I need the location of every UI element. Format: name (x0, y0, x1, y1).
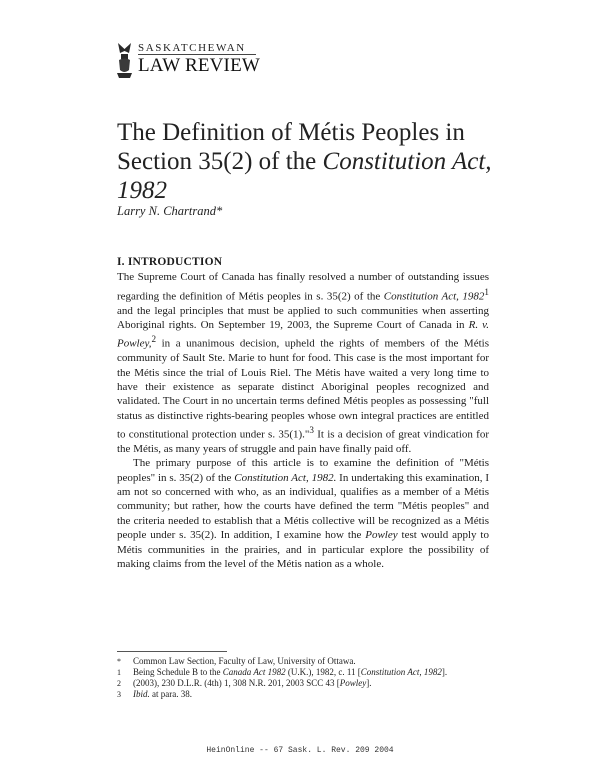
p1-act: Constitution Act, 1982 (383, 290, 485, 303)
p2-text-1: The primary purpose of this article is to examine the definition of "Métis peoples" in s. 35(2) of the (117, 457, 489, 484)
footnote-1 (117, 667, 489, 678)
footnote-text (133, 689, 489, 700)
author-name: Larry N. Chartrand* (117, 204, 223, 218)
title-act: Constitution Act, 1982 (117, 148, 492, 204)
footnote-text (133, 667, 489, 678)
fn2-pre: (2003), 230 D.L.R. (4th) 1, 308 N.R. 201, 2003 SCC 43 [ (133, 678, 340, 688)
fn3-italic: Ibid. (133, 689, 150, 699)
fn3-post: at para. 38. (149, 689, 192, 699)
footnote-mark: 1 (117, 668, 121, 677)
footnotes (117, 656, 489, 700)
p1-text-4: It is a decision of great vindication for the Métis, as many years of struggle and pain have finally paid off. (117, 428, 489, 456)
footnote-mark: * (117, 657, 121, 666)
journal-name-line1: SASKATCHEWAN (138, 42, 246, 54)
journal-logo (116, 38, 286, 84)
footnote-ref-3[interactable]: 3 (309, 425, 314, 436)
fn1-italic2: Constitution Act, 1982 (360, 667, 442, 677)
footnote-3 (117, 689, 489, 700)
footnote-mark: 2 (117, 679, 121, 688)
p2-act: Constitution Act, 1982. (234, 471, 337, 484)
p1-text-2: and the legal principles that must be applied to such communities when asserting Aboriginal rights. On September 19, 2003, the Supreme Court of Canada in (117, 304, 489, 332)
article-title (117, 118, 517, 205)
p2-powley: Powley (365, 529, 398, 542)
footnote-text: Common Law Section, Faculty of Law, University of Ottawa. (133, 656, 356, 666)
footnote-mark: 3 (117, 690, 121, 699)
p1-text-1: The Supreme Court of Canada has finally resolved a number of outstanding issues regarding the definition of Métis peoples in s. 35(2) of the (117, 271, 489, 303)
footnote-ref-2[interactable]: 2 (151, 334, 157, 345)
p2-text-3: test would apply to Métis communities in the prairies, and in particular explore the possibility of making claims from the level of the Métis nation as a whole. (117, 529, 489, 570)
footnote-divider (117, 651, 227, 652)
fn1-italic: Canada Act 1982 (222, 667, 286, 677)
paragraph-2 (117, 456, 489, 571)
footnote-text (133, 678, 489, 689)
crest-icon (116, 40, 133, 80)
journal-name-line2: LAW REVIEW (138, 55, 261, 76)
p1-text-3: in a unanimous decision, upheld the rights of members of the Métis community of Sault Ste. Marie to hunt for food. This case is the most important for the Métis since the trial of Louis Riel. The Métis have waited a very long time to have their existence as separate distinct Aboriginal peoples recognized and validated. The Court in no uncertain terms defined Métis peoples as possessing "full status as distinctive rights-bearing peoples whose own integral practices are entitled to constitutional protection under s. 35(1)." (117, 338, 489, 441)
fn2-italic: Powley (339, 678, 367, 688)
fn1-pre: Being Schedule B to the (133, 667, 223, 677)
paragraph-1 (117, 270, 489, 456)
footnote-ref-1[interactable]: 1 (484, 286, 489, 297)
p2-text-2: In undertaking this examination, I am not so concerned with who, as an individual, qualifies as a member of a Métis community; but rather, how the courts have defined the term "Métis peoples" and the criteria needed to establish that a Métis collective will be recognized as a Métis people under s. 35(2). In addition, I examine how the (117, 471, 489, 542)
p1-case: R. v. Powley, (117, 319, 489, 351)
title-text: The Definition of Métis Peoples in Section 35(2) of the (117, 119, 465, 175)
fn1-post: ]. (441, 667, 448, 677)
footnote-star (117, 656, 489, 667)
page-footer: HeinOnline -- 67 Sask. L. Rev. 209 2004 (206, 746, 394, 755)
fn2-post: ]. (366, 678, 372, 688)
footnote-2 (117, 678, 489, 689)
article-body (117, 255, 489, 571)
fn1-mid: (U.K.), 1982, c. 11 [ (285, 667, 361, 677)
section-heading: I. INTRODUCTION (117, 256, 223, 268)
